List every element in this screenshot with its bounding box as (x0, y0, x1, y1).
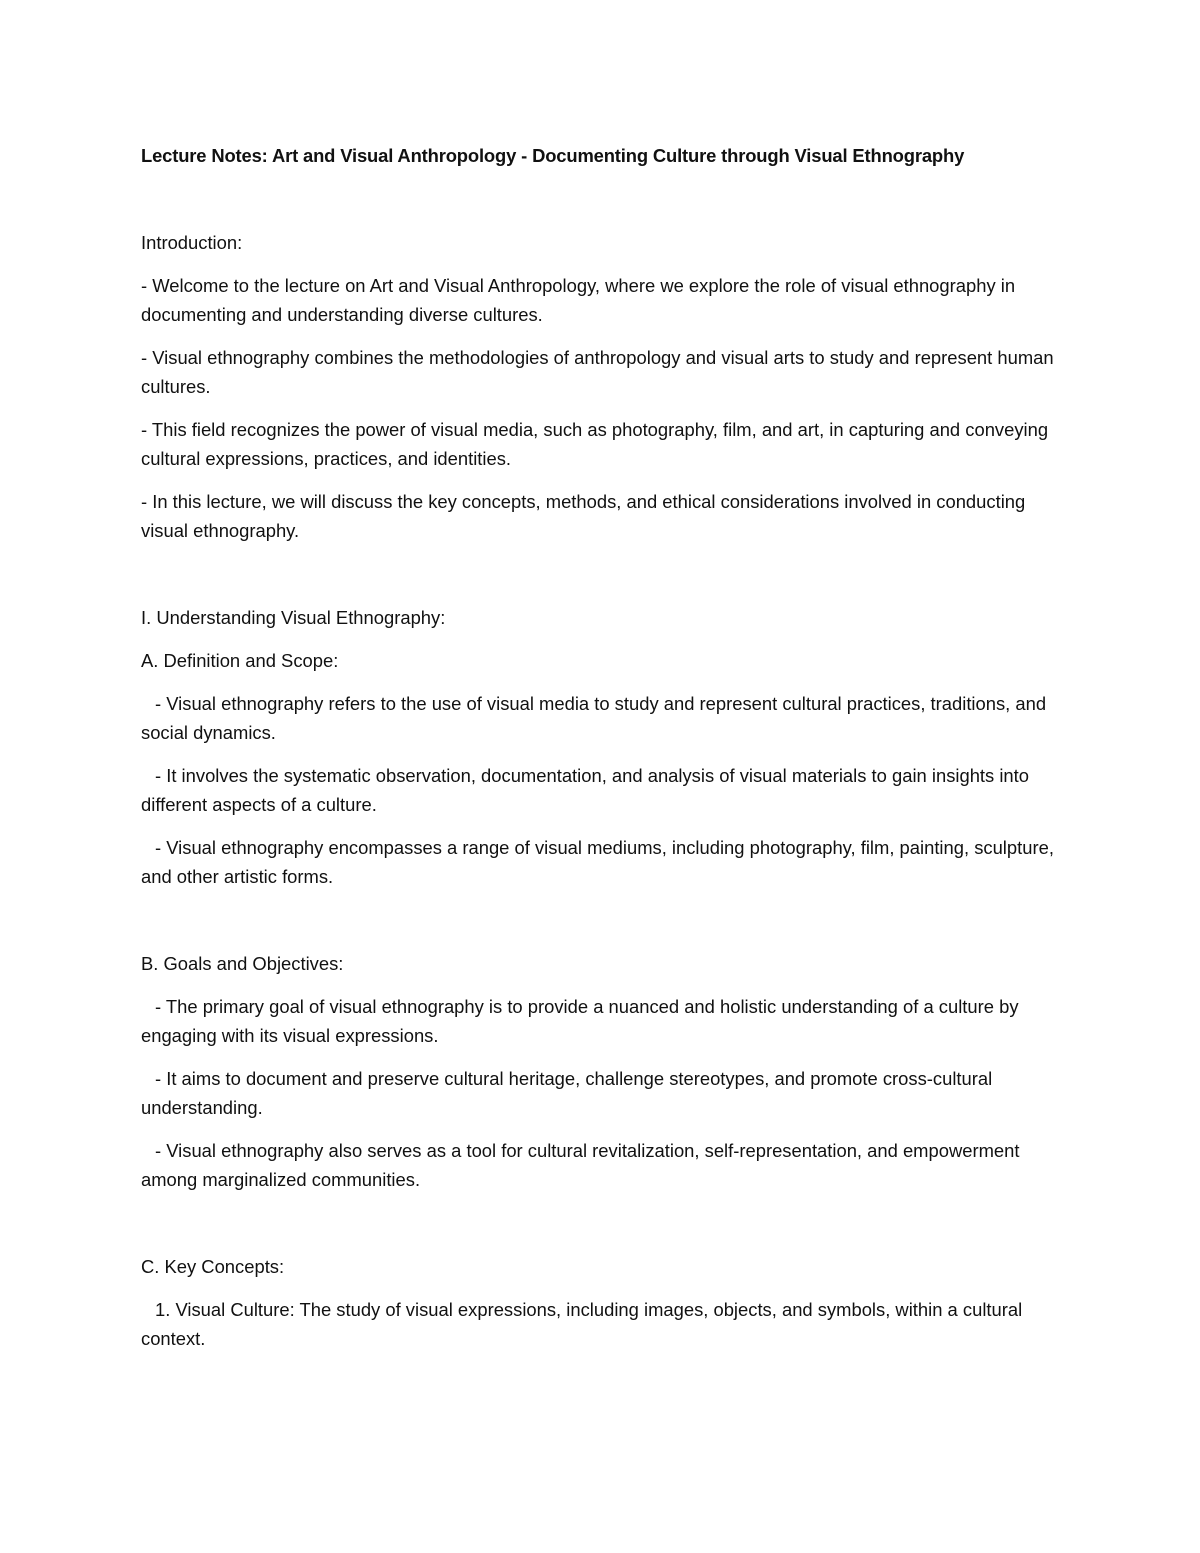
subsection-heading-a: A. Definition and Scope: (141, 650, 339, 671)
subsection-heading-b: B. Goals and Objectives: (141, 953, 344, 974)
document-body (141, 141, 1066, 1353)
concept-item: 1. Visual Culture: The study of visual expressions, including images, objects, and symbols, within a cultural context. (141, 1299, 1023, 1349)
intro-item: - In this lecture, we will discuss the key concepts, methods, and ethical considerations involved in conducting visual ethnography. (141, 491, 1026, 541)
intro-item: - Visual ethnography combines the methodologies of anthropology and visual arts to study and represent human cultures. (141, 347, 1054, 397)
intro-item: - Welcome to the lecture on Art and Visual Anthropology, where we explore the role of visual ethnography in documenting and understanding diverse cultures. (141, 275, 1016, 325)
goal-item: - It aims to document and preserve cultural heritage, challenge stereotypes, and promote cross-cultural understanding. (141, 1068, 993, 1118)
definition-item: - Visual ethnography encompasses a range of visual mediums, including photography, film, painting, sculpture, and other artistic forms. (141, 837, 1054, 887)
spacer (141, 545, 1066, 603)
goal-item: - The primary goal of visual ethnography is to provide a nuanced and holistic understanding of a culture by engaging with its visual expressions. (141, 996, 1019, 1046)
intro-heading: Introduction: (141, 232, 243, 253)
goal-item: - Visual ethnography also serves as a tool for cultural revitalization, self-representation, and empowerment among marginalized communities. (141, 1140, 1020, 1190)
section-heading: I. Understanding Visual Ethnography: (141, 607, 446, 628)
intro-item: - This field recognizes the power of visual media, such as photography, film, and art, in capturing and conveying cultural expressions, practices, and identities. (141, 419, 1049, 469)
definition-item: - Visual ethnography refers to the use of visual media to study and represent cultural practices, traditions, and social dynamics. (141, 693, 1047, 743)
spacer (141, 170, 1066, 228)
spacer (141, 1194, 1066, 1252)
document-title: Lecture Notes: Art and Visual Anthropology - Documenting Culture through Visual Ethnography (141, 145, 965, 166)
subsection-heading-c: C. Key Concepts: (141, 1256, 285, 1277)
spacer (141, 891, 1066, 949)
definition-item: - It involves the systematic observation, documentation, and analysis of visual materials to gain insights into different aspects of a culture. (141, 765, 1029, 815)
